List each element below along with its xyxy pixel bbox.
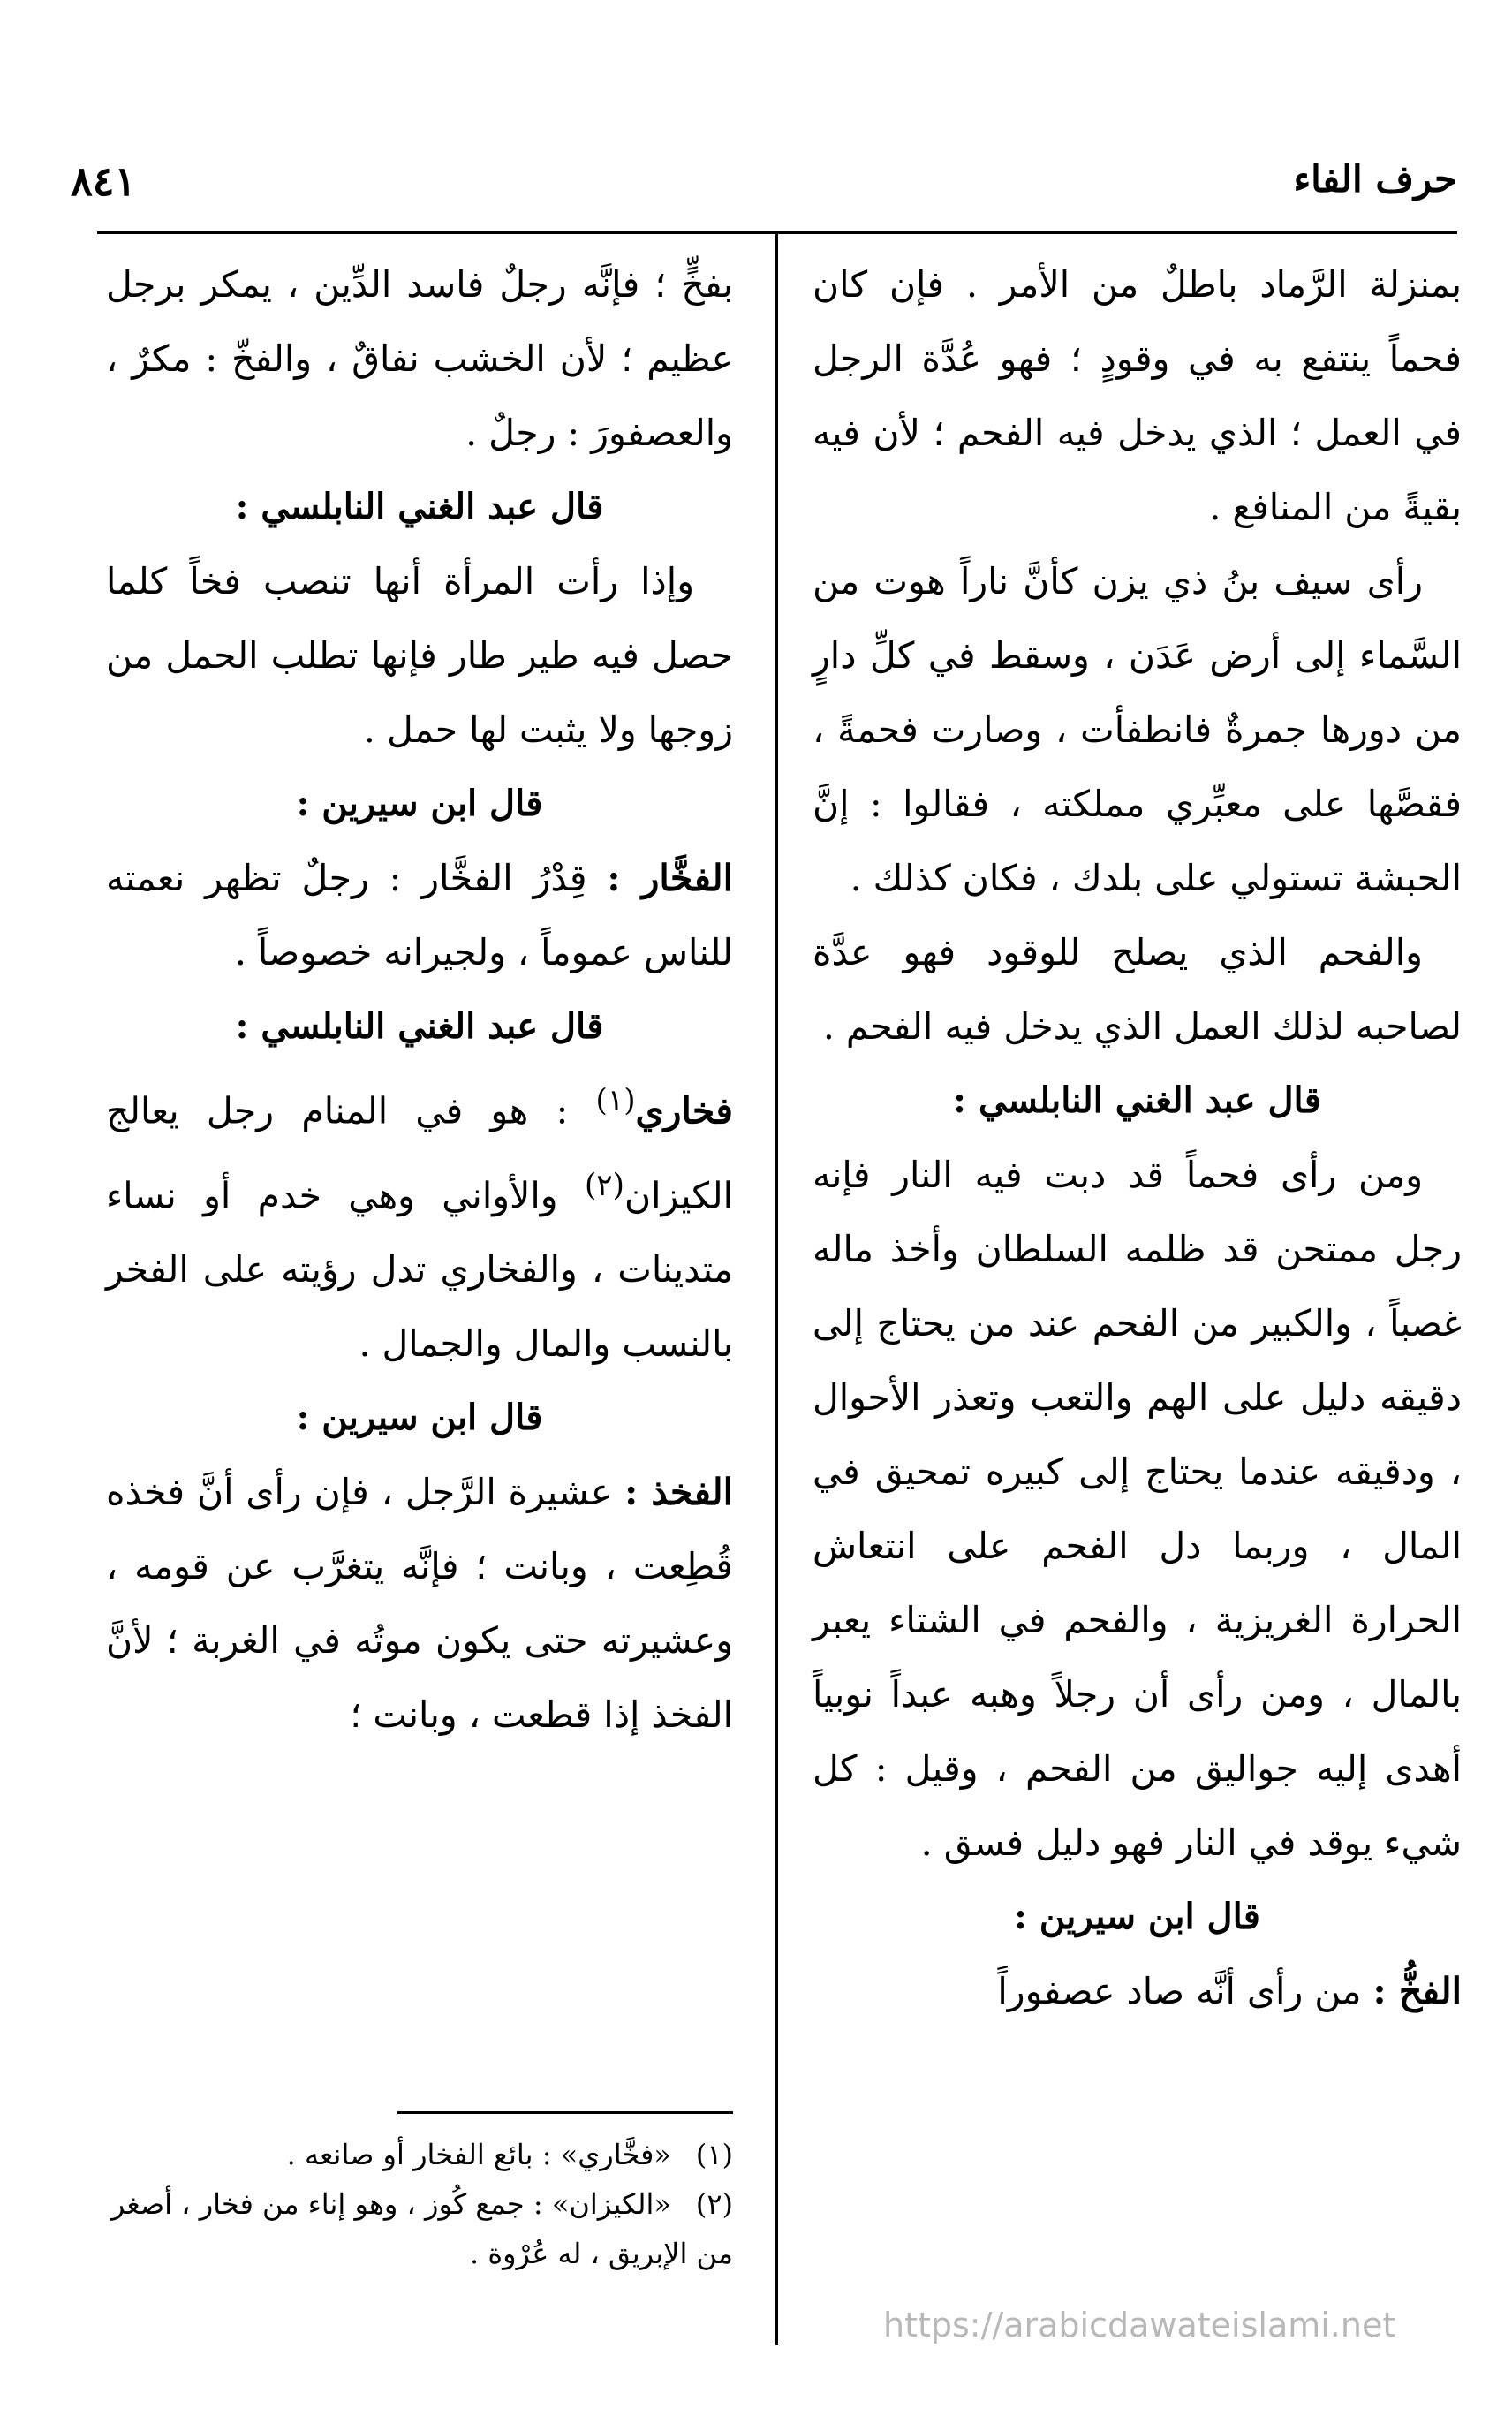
footnote-item xyxy=(106,2179,733,2278)
entry-paragraph xyxy=(106,841,733,989)
section-heading: قال ابن سيرين : xyxy=(296,783,543,824)
entry-paragraph xyxy=(813,1954,1462,2028)
entry-text: قِدْرُ الفخَّار : رجلٌ تظهر نعمته للناس عموماً ، ولجيرانه خصوصاً . xyxy=(106,857,733,973)
entry-text: من رأى أنَّه صاد عصفوراً xyxy=(997,1970,1373,2012)
footnotes xyxy=(106,2111,733,2278)
watermark: https://arabicdawateislami.net xyxy=(883,2306,1396,2344)
entry-paragraph xyxy=(106,1064,733,1381)
entry-term: فخاري xyxy=(635,1089,733,1132)
entry-term: الفخذ : xyxy=(624,1471,733,1514)
footnote-item xyxy=(106,2130,733,2179)
entry-term: الفخُّ : xyxy=(1372,1970,1462,2012)
entry-paragraph xyxy=(106,1455,733,1752)
section-heading: قال عبد الغني النابلسي : xyxy=(235,1005,604,1047)
entry-term: الفخَّار : xyxy=(607,857,733,899)
page-number: ٨٤١ xyxy=(71,157,137,205)
paragraph: بمنزلة الرَّماد باطلٌ من الأمر . فإن كان فحماً ينتفع به في وقودٍ ؛ فهو عُدَّة الرجل في العمل ؛ الذي يدخل فيه الفحم ؛ لأن فيه بقيةً من المنافع . xyxy=(813,263,1462,528)
footnote-number: (١) xyxy=(695,2138,733,2171)
section-heading: قال ابن سيرين : xyxy=(296,1397,543,1439)
section-heading: قال عبد الغني النابلسي : xyxy=(953,1079,1321,1121)
footnote-ref: (١) xyxy=(595,1083,636,1118)
left-column xyxy=(106,247,733,1752)
section-heading: قال عبد الغني النابلسي : xyxy=(235,486,604,527)
footnote-number: (٢) xyxy=(695,2187,733,2221)
section-heading: قال ابن سيرين : xyxy=(1014,1896,1260,1937)
paragraph: بفخٍّ ؛ فإنَّه رجلٌ فاسد الدِّين ، يمكر برجل عظيم ؛ لأن الخشب نفاقٌ ، والفخّ : مكرٌ ، والعصفورَ : رجلٌ . xyxy=(106,263,733,454)
chapter-title: حرف الفاء xyxy=(1293,157,1457,201)
paragraph: رأى سيف بنُ ذي يزن كأنَّ ناراً هوت من السَّماء إلى أرض عَدَن ، وسقط في كلِّ دارٍ من دورها جمرةٌ فانطفأت ، وصارت فحمةً ، فقصَّها على معبِّري مملكته ، فقالوا : إنَّ الحبشة تستولي على بلدك ، فكان كذلك . xyxy=(813,560,1462,899)
footnote-ref: (٢) xyxy=(584,1167,624,1203)
paragraph: ومن رأى فحماً قد دبت فيه النار فإنه رجل ممتحن قد ظلمه السلطان وأخذ ماله غصباً ، والكبير من الفحم عند من يحتاج إلى دقيقه دليل على الهم والتعب وتعذر الأحوال ، ودقيقه عندما يحتاج إلى كبيره تمحيق في المال ، وربما دل الفحم على انتعاش الحرارة الغريزية ، والفحم في الشتاء يعبر بالمال ، ومن رأى أن رجلاً وهبه عبداً نوبياً أهدى إليه جواليق من الفحم ، وقيل : كل شيء يوقد في النار فهو دليل فسق . xyxy=(813,1154,1462,1864)
right-column xyxy=(813,247,1462,2028)
column-divider xyxy=(775,234,778,2345)
paragraph: والفحم الذي يصلح للوقود فهو عدَّة لصاحبه لذلك العمل الذي يدخل فيه الفحم . xyxy=(813,931,1462,1048)
paragraph: وإذا رأت المرأة أنها تنصب فخاً كلما حصل فيه طير طار فإنها تطلب الحمل من زوجها ولا يثبت لها حمل . xyxy=(106,560,733,751)
footnote-rule xyxy=(397,2111,733,2114)
entry-text: والأواني وهي خدم أو نساء متدينات ، والفخاري تدل رؤيته على الفخر بالنسب والمال والجمال . xyxy=(106,1174,733,1366)
entry-text: عشيرة الرَّجل ، فإن رأى أنَّ فخذه قُطِعت ، وبانت ؛ فإنَّه يتغرَّب عن قومه ، وعشيرته حتى يكون موتُه في الغربة ؛ لأنَّ الفخذ إذا قطعت ، وبانت ؛ xyxy=(106,1471,733,1737)
entry-text: : هو في المنام رجل يعالج الكيزان xyxy=(106,1089,733,1217)
footnote-text: «فخَّاري» : بائع الفخار أو صانعه . xyxy=(286,2138,671,2171)
footnote-text: «الكيزان» : جمع كُوز ، وهو إناء من فخار ، أصغر من الإبريق ، له عُرْوة . xyxy=(110,2187,733,2270)
